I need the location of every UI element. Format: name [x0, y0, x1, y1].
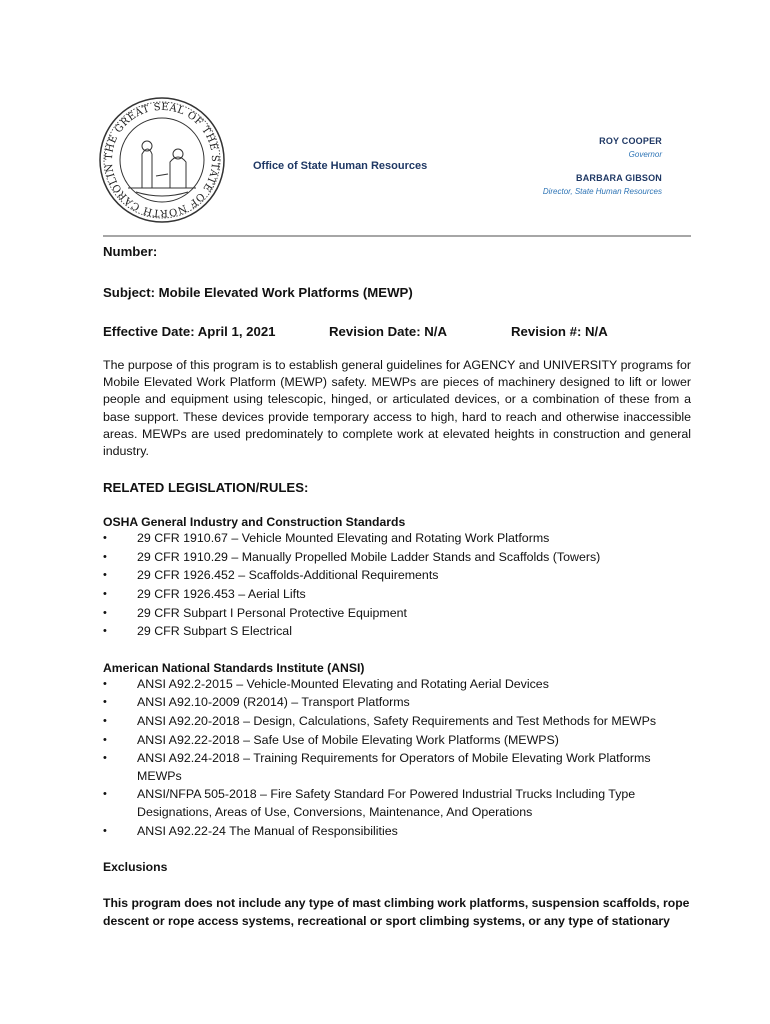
document-body — [103, 244, 691, 930]
list-item: • ANSI/NFPA 505-2018 – Fire Safety Standard For Powered Industrial Trucks Including Type Designations, Areas of Use, Conversions, Maintenance, And Operations — [103, 787, 636, 819]
effective-date: Effective Date: April 1, 2021 — [103, 324, 276, 339]
officials-block — [543, 136, 662, 196]
bullet-icon: • — [103, 824, 107, 837]
ansi-list — [103, 676, 691, 840]
bullet-icon: • — [103, 625, 107, 638]
list-item: • ANSI A92.2-2015 – Vehicle-Mounted Elevating and Rotating Aerial Devices — [103, 676, 691, 694]
bullet-icon: • — [103, 733, 107, 746]
list-item: • 29 CFR 1910.67 – Vehicle Mounted Elevating and Rotating Work Platforms — [103, 530, 691, 548]
exclusions-text: This program does not include any type of mast climbing work platforms, suspension scaffolds, rope descent or rope access systems, recreational or sport climbing systems, or any type of stationary — [103, 896, 690, 929]
official-name: ROY COOPER — [599, 136, 662, 146]
osha-heading: OSHA General Industry and Construction Standards — [103, 515, 406, 530]
purpose-paragraph: The purpose of this program is to establish general guidelines for AGENCY and UNIVERSITY programs for Mobile Elevated Work Platform (MEWP) safety. MEWPs are pieces of machinery designed to lift or lower people and equipment using telescopic, hinged, or articulated devices, or a combination of these from a base support. These devices provide temporary access to high, hard to reach and otherwise inaccessible areas. MEWPs are used predominately to complete work at elevated heights in construction and general industry. — [103, 358, 691, 459]
bullet-icon: • — [103, 532, 107, 545]
number-label: Number: — [103, 244, 158, 259]
official-name: BARBARA GIBSON — [576, 173, 662, 183]
bullet-icon: • — [103, 714, 107, 727]
list-item: • ANSI A92.22-2018 – Safe Use of Mobile Elevating Work Platforms (MEWPS) — [103, 732, 691, 750]
bullet-icon: • — [103, 569, 107, 582]
exclusions-heading: Exclusions — [103, 860, 168, 875]
seal-text: THE GREAT SEAL OF THE STATE OF NORTH CAROLIN — [103, 101, 221, 219]
revision-number: Revision #: N/A — [511, 324, 608, 339]
bullet-icon: • — [103, 550, 107, 563]
revision-date: Revision Date: N/A — [329, 324, 447, 339]
related-heading: RELATED LEGISLATION/RULES: — [103, 480, 309, 496]
list-item: • 29 CFR 1926.453 – Aerial Lifts — [103, 586, 691, 604]
official-director — [543, 173, 662, 196]
list-item: • 29 CFR 1926.452 – Scaffolds-Additional Requirements — [103, 567, 691, 585]
official-governor — [543, 136, 662, 159]
list-item: • 29 CFR Subpart I Personal Protective Equipment — [103, 605, 691, 623]
svg-text:THE GREAT SEAL OF THE STATE OF — [98, 96, 220, 218]
list-item: • 29 CFR Subpart S Electrical — [103, 623, 691, 641]
header-divider — [103, 235, 691, 237]
osha-list — [103, 530, 691, 641]
dates-row — [103, 324, 691, 339]
list-item: • 29 CFR 1910.29 – Manually Propelled Mobile Ladder Stands and Scaffolds (Towers) — [103, 549, 691, 567]
ansi-heading: American National Standards Institute (ANSI) — [103, 660, 365, 675]
bullet-icon: • — [103, 588, 107, 600]
state-seal-icon — [98, 96, 226, 224]
list-item: • ANSI A92.20-2018 – Design, Calculations, Safety Requirements and Test Methods for MEWPs — [103, 713, 691, 731]
list-item: • ANSI A92.22-24 The Manual of Responsibilities — [103, 823, 691, 841]
bullet-icon: • — [103, 788, 107, 801]
list-item: • ANSI A92.24-2018 – Training Requirements for Operators of Mobile Elevating Work Platforms MEWPs — [103, 751, 651, 783]
bullet-icon: • — [103, 606, 107, 619]
subject-line: Subject: Mobile Elevated Work Platforms (MEWP) — [103, 285, 413, 300]
official-title: Governor — [628, 150, 662, 159]
bullet-icon: • — [103, 752, 107, 765]
bullet-icon: • — [103, 696, 107, 709]
official-title: Director, State Human Resources — [542, 187, 662, 196]
office-name: Office of State Human Resources — [253, 160, 428, 172]
bullet-icon: • — [103, 677, 107, 690]
list-item: • ANSI A92.10-2009 (R2014) – Transport Platforms — [103, 694, 691, 712]
